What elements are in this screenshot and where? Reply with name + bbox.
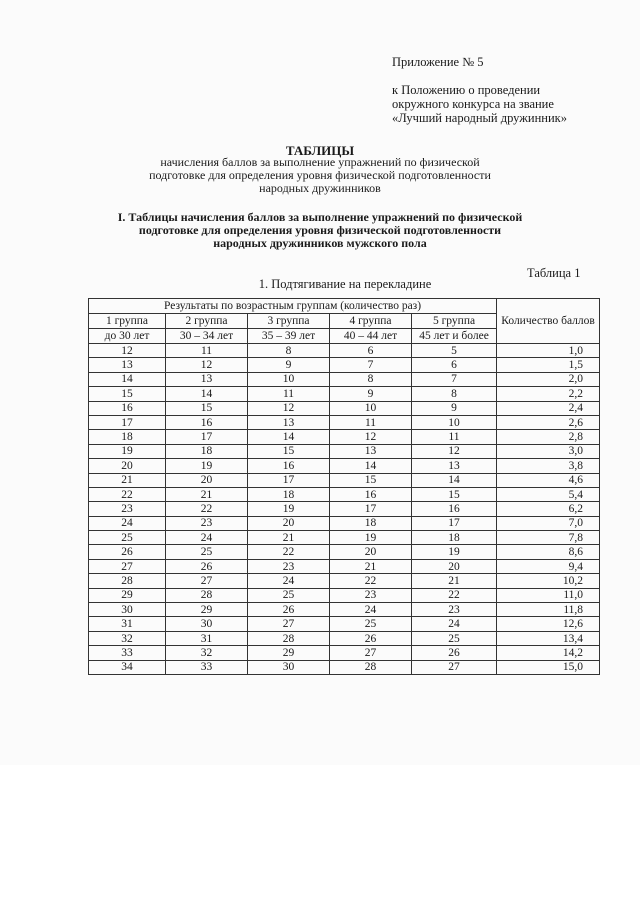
result-cell: 19 — [166, 459, 248, 473]
result-cell: 33 — [166, 660, 248, 674]
result-cell: 21 — [248, 531, 330, 545]
result-cell: 14 — [330, 459, 412, 473]
result-cell: 16 — [248, 459, 330, 473]
result-cell: 31 — [166, 631, 248, 645]
score-cell: 10,2 — [497, 574, 600, 588]
result-cell: 33 — [89, 646, 166, 660]
result-cell: 9 — [412, 401, 497, 415]
group-name: 1 группа — [89, 314, 166, 329]
header-score: Количество баллов — [497, 299, 600, 344]
header-main: Результаты по возрастным группам (количество раз) — [89, 299, 497, 314]
score-cell: 15,0 — [497, 660, 600, 674]
result-cell: 12 — [166, 358, 248, 372]
result-cell: 9 — [330, 387, 412, 401]
result-cell: 21 — [412, 574, 497, 588]
result-cell: 5 — [412, 344, 497, 358]
result-cell: 19 — [412, 545, 497, 559]
result-cell: 11 — [330, 415, 412, 429]
table-row — [89, 358, 600, 372]
result-cell: 22 — [330, 574, 412, 588]
table-row — [89, 559, 600, 573]
result-cell: 23 — [166, 516, 248, 530]
group-age: 40 – 44 лет — [330, 329, 412, 344]
score-cell: 7,0 — [497, 516, 600, 530]
result-cell: 25 — [166, 545, 248, 559]
result-cell: 17 — [412, 516, 497, 530]
result-cell: 25 — [412, 631, 497, 645]
result-cell: 15 — [89, 387, 166, 401]
group-name: 5 группа — [412, 314, 497, 329]
result-cell: 15 — [412, 487, 497, 501]
section-line: народных дружинников мужского пола — [213, 236, 427, 250]
score-cell: 13,4 — [497, 631, 600, 645]
result-cell: 16 — [330, 487, 412, 501]
subtitle-line: подготовке для определения уровня физической подготовленности — [149, 168, 491, 182]
annex-line: «Лучший народный дружинник» — [392, 111, 567, 125]
result-cell: 13 — [166, 372, 248, 386]
score-cell: 4,6 — [497, 473, 600, 487]
result-cell: 26 — [330, 631, 412, 645]
result-cell: 24 — [89, 516, 166, 530]
score-cell: 8,6 — [497, 545, 600, 559]
result-cell: 12 — [89, 344, 166, 358]
result-cell: 12 — [412, 444, 497, 458]
result-cell: 16 — [166, 415, 248, 429]
result-cell: 29 — [89, 588, 166, 602]
result-cell: 20 — [166, 473, 248, 487]
header-row — [89, 299, 600, 314]
score-cell: 11,8 — [497, 603, 600, 617]
result-cell: 11 — [166, 344, 248, 358]
result-cell: 24 — [330, 603, 412, 617]
result-cell: 8 — [330, 372, 412, 386]
result-cell: 29 — [166, 603, 248, 617]
result-cell: 17 — [166, 430, 248, 444]
result-cell: 19 — [248, 502, 330, 516]
result-cell: 32 — [89, 631, 166, 645]
annex-line: к Положению о проведении — [392, 83, 541, 97]
table-row — [89, 631, 600, 645]
table-row — [89, 430, 600, 444]
result-cell: 15 — [248, 444, 330, 458]
result-cell: 24 — [248, 574, 330, 588]
result-cell: 17 — [89, 415, 166, 429]
result-cell: 21 — [166, 487, 248, 501]
result-cell: 23 — [330, 588, 412, 602]
table-row — [89, 545, 600, 559]
result-cell: 23 — [412, 603, 497, 617]
group-age: 35 – 39 лет — [248, 329, 330, 344]
table-row — [89, 372, 600, 386]
result-cell: 9 — [248, 358, 330, 372]
score-cell: 6,2 — [497, 502, 600, 516]
result-cell: 19 — [330, 531, 412, 545]
result-cell: 8 — [412, 387, 497, 401]
result-cell: 12 — [330, 430, 412, 444]
table-row — [89, 617, 600, 631]
result-cell: 30 — [89, 603, 166, 617]
table-row — [89, 588, 600, 602]
result-cell: 11 — [248, 387, 330, 401]
score-cell: 2,0 — [497, 372, 600, 386]
table-row — [89, 459, 600, 473]
result-cell: 24 — [166, 531, 248, 545]
result-cell: 32 — [166, 646, 248, 660]
result-cell: 22 — [412, 588, 497, 602]
result-cell: 14 — [89, 372, 166, 386]
table-name: 1. Подтягивание на перекладине — [258, 277, 432, 291]
table-row — [89, 531, 600, 545]
result-cell: 10 — [330, 401, 412, 415]
score-cell: 7,8 — [497, 531, 600, 545]
result-cell: 13 — [248, 415, 330, 429]
result-cell: 18 — [166, 444, 248, 458]
result-cell: 6 — [330, 344, 412, 358]
result-cell: 14 — [412, 473, 497, 487]
result-cell: 13 — [412, 459, 497, 473]
result-cell: 18 — [89, 430, 166, 444]
result-cell: 7 — [330, 358, 412, 372]
table-row — [89, 574, 600, 588]
result-cell: 28 — [248, 631, 330, 645]
result-cell: 21 — [330, 559, 412, 573]
result-cell: 30 — [248, 660, 330, 674]
result-cell: 13 — [89, 358, 166, 372]
score-cell: 9,4 — [497, 559, 600, 573]
page-title: ТАБЛИЦЫ — [285, 143, 355, 158]
table-row — [89, 603, 600, 617]
result-cell: 25 — [248, 588, 330, 602]
result-cell: 14 — [248, 430, 330, 444]
score-cell: 2,6 — [497, 415, 600, 429]
group-age: 45 лет и более — [412, 329, 497, 344]
table-row — [89, 516, 600, 530]
result-cell: 22 — [248, 545, 330, 559]
result-cell: 21 — [89, 473, 166, 487]
result-cell: 15 — [166, 401, 248, 415]
result-cell: 20 — [248, 516, 330, 530]
result-cell: 27 — [89, 559, 166, 573]
result-cell: 18 — [330, 516, 412, 530]
result-cell: 23 — [89, 502, 166, 516]
result-cell: 19 — [89, 444, 166, 458]
result-cell: 13 — [330, 444, 412, 458]
result-cell: 27 — [166, 574, 248, 588]
score-cell: 5,4 — [497, 487, 600, 501]
score-cell: 2,2 — [497, 387, 600, 401]
score-cell: 2,8 — [497, 430, 600, 444]
result-cell: 27 — [248, 617, 330, 631]
result-cell: 16 — [412, 502, 497, 516]
result-cell: 15 — [330, 473, 412, 487]
result-cell: 17 — [248, 473, 330, 487]
result-cell: 20 — [412, 559, 497, 573]
table-row — [89, 401, 600, 415]
score-cell: 3,8 — [497, 459, 600, 473]
table-row — [89, 502, 600, 516]
table-row — [89, 444, 600, 458]
subtitle-line: начисления баллов за выполнение упражнений по физической — [160, 155, 480, 169]
table-row — [89, 344, 600, 358]
result-cell: 28 — [330, 660, 412, 674]
result-cell: 10 — [248, 372, 330, 386]
result-cell: 34 — [89, 660, 166, 674]
result-cell: 27 — [412, 660, 497, 674]
group-name: 4 группа — [330, 314, 412, 329]
pullup-score-table — [88, 298, 600, 675]
group-age: до 30 лет — [89, 329, 166, 344]
table-row — [89, 415, 600, 429]
result-cell: 26 — [248, 603, 330, 617]
result-cell: 12 — [248, 401, 330, 415]
section-line: подготовке для определения уровня физической подготовленности — [138, 223, 502, 237]
result-cell: 6 — [412, 358, 497, 372]
annex-block — [392, 55, 567, 125]
page-subtitle — [0, 156, 640, 195]
result-cell: 18 — [248, 487, 330, 501]
result-cell: 16 — [89, 401, 166, 415]
result-cell: 27 — [330, 646, 412, 660]
result-cell: 26 — [412, 646, 497, 660]
result-cell: 22 — [89, 487, 166, 501]
result-cell: 26 — [89, 545, 166, 559]
table-row — [89, 646, 600, 660]
score-cell: 11,0 — [497, 588, 600, 602]
result-cell: 14 — [166, 387, 248, 401]
annex-line: окружного конкурса на звание — [392, 97, 554, 111]
score-cell: 1,5 — [497, 358, 600, 372]
group-name: 3 группа — [248, 314, 330, 329]
result-cell: 22 — [166, 502, 248, 516]
group-age: 30 – 34 лет — [166, 329, 248, 344]
score-cell: 12,6 — [497, 617, 600, 631]
table-row — [89, 487, 600, 501]
subtitle-line: народных дружинников — [259, 181, 381, 195]
result-cell: 18 — [412, 531, 497, 545]
result-cell: 11 — [412, 430, 497, 444]
result-cell: 8 — [248, 344, 330, 358]
result-cell: 7 — [412, 372, 497, 386]
section-line: I. Таблицы начисления баллов за выполнение упражнений по физической — [117, 210, 523, 224]
result-cell: 30 — [166, 617, 248, 631]
result-cell: 26 — [166, 559, 248, 573]
group-name: 2 группа — [166, 314, 248, 329]
result-cell: 29 — [248, 646, 330, 660]
result-cell: 28 — [166, 588, 248, 602]
score-cell: 1,0 — [497, 344, 600, 358]
result-cell: 24 — [412, 617, 497, 631]
annex-number: Приложение № 5 — [392, 55, 484, 69]
result-cell: 20 — [89, 459, 166, 473]
table-row — [89, 387, 600, 401]
score-cell: 14,2 — [497, 646, 600, 660]
table-label: Таблица 1 — [527, 266, 581, 280]
result-cell: 25 — [330, 617, 412, 631]
score-cell: 2,4 — [497, 401, 600, 415]
result-cell: 31 — [89, 617, 166, 631]
table-row — [89, 473, 600, 487]
result-cell: 28 — [89, 574, 166, 588]
result-cell: 25 — [89, 531, 166, 545]
table-row — [89, 660, 600, 674]
score-cell: 3,0 — [497, 444, 600, 458]
result-cell: 20 — [330, 545, 412, 559]
section-heading — [0, 211, 640, 250]
result-cell: 10 — [412, 415, 497, 429]
result-cell: 23 — [248, 559, 330, 573]
result-cell: 17 — [330, 502, 412, 516]
